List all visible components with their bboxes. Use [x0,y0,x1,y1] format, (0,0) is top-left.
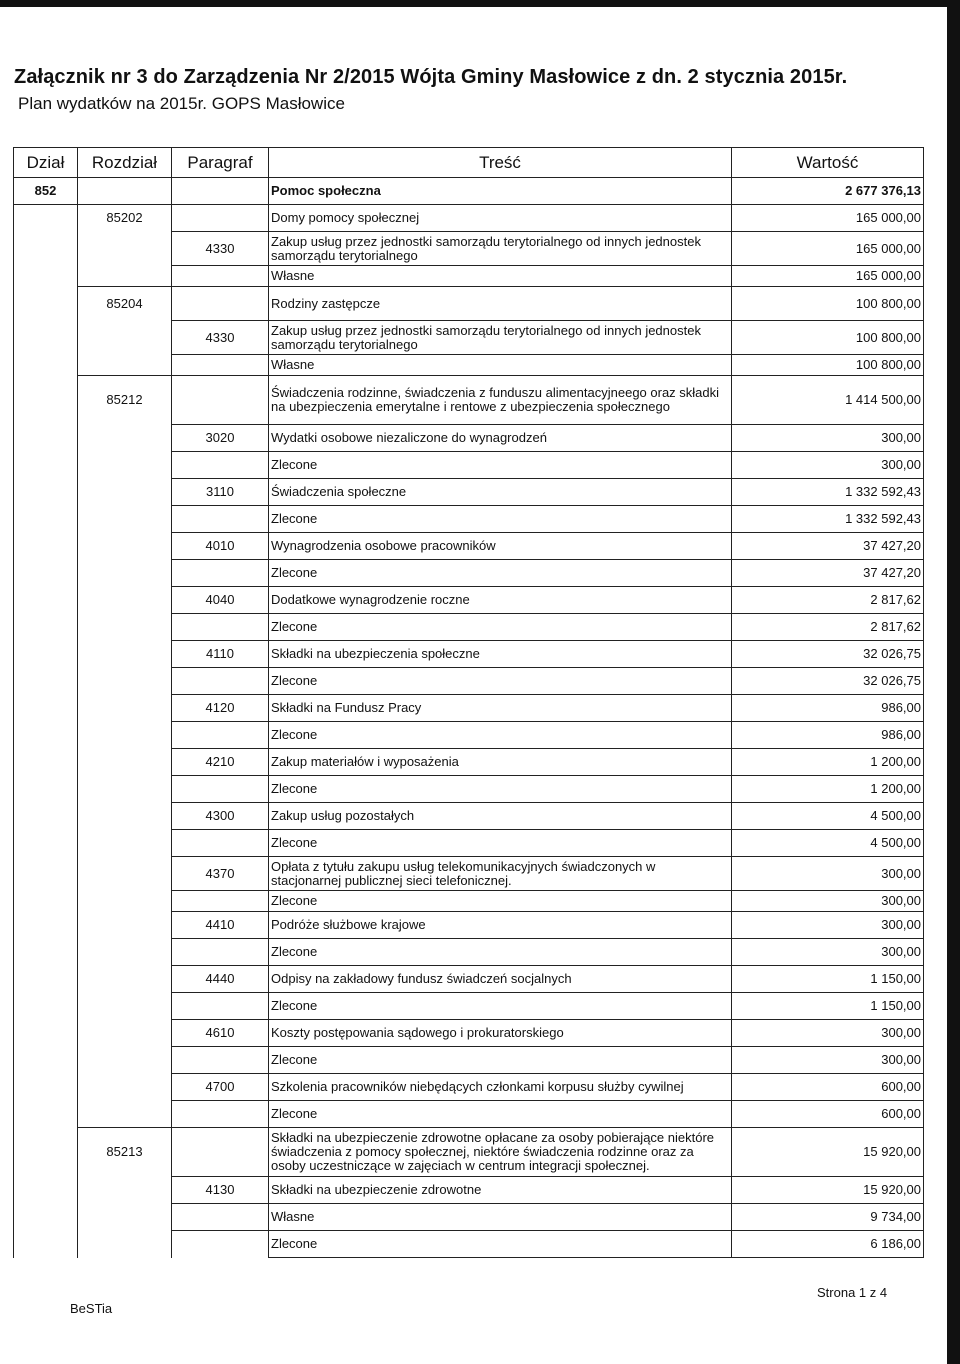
cell-paragraf [172,1204,269,1231]
table-row [14,891,924,912]
cell-dzial [14,939,78,966]
cell-tresc: Składki na Fundusz Pracy [269,695,732,722]
cell-dzial [14,425,78,452]
cell-paragraf: 4040 [172,587,269,614]
table-row [14,749,924,776]
cell-rozdzial [78,641,172,668]
cell-tresc: Zlecone [269,1231,732,1258]
table-row [14,232,924,266]
cell-tresc: Odpisy na zakładowy fundusz świadczeń socjalnych [269,966,732,993]
cell-wartosc: 2 817,62 [732,614,924,641]
cell-dzial [14,1101,78,1128]
cell-dzial [14,376,78,425]
document-title: Załącznik nr 3 do Zarządzenia Nr 2/2015 Wójta Gminy Masłowice z dn. 2 stycznia 2015r. [14,66,848,88]
cell-wartosc: 300,00 [732,425,924,452]
table-row [14,1020,924,1047]
table-row [14,376,924,425]
cell-dzial [14,857,78,891]
cell-rozdzial [78,614,172,641]
column-header-wartosc: Wartość [732,148,924,178]
cell-rozdzial [78,939,172,966]
cell-wartosc: 9 734,00 [732,1204,924,1231]
cell-dzial [14,1128,78,1177]
cell-rozdzial [78,776,172,803]
table-header-row [14,148,924,178]
cell-dzial [14,479,78,506]
cell-wartosc: 4 500,00 [732,803,924,830]
cell-rozdzial [78,587,172,614]
cell-dzial [14,321,78,355]
document-subtitle: Plan wydatków na 2015r. GOPS Masłowice [18,94,345,113]
cell-wartosc: 300,00 [732,1020,924,1047]
cell-rozdzial [78,425,172,452]
cell-paragraf: 4410 [172,912,269,939]
cell-dzial [14,803,78,830]
cell-wartosc: 6 186,00 [732,1231,924,1258]
scan-border-right [947,0,960,1364]
cell-rozdzial [78,1177,172,1204]
cell-paragraf: 3110 [172,479,269,506]
cell-paragraf [172,722,269,749]
cell-dzial [14,1020,78,1047]
cell-tresc: Domy pomocy społecznej [269,205,732,232]
cell-paragraf [172,506,269,533]
cell-dzial [14,749,78,776]
cell-rozdzial [78,1101,172,1128]
cell-tresc: Zlecone [269,560,732,587]
cell-paragraf [172,205,269,232]
cell-paragraf [172,1101,269,1128]
cell-tresc: Wynagrodzenia osobowe pracowników [269,533,732,560]
table-row [14,1177,924,1204]
table-row [14,1074,924,1101]
cell-tresc: Zlecone [269,1047,732,1074]
table-row [14,178,924,205]
cell-dzial [14,668,78,695]
cell-wartosc: 100 800,00 [732,355,924,376]
cell-paragraf [172,178,269,205]
cell-rozdzial: 85213 [78,1128,172,1177]
cell-paragraf: 4010 [172,533,269,560]
cell-dzial [14,560,78,587]
table-row [14,830,924,857]
cell-dzial [14,287,78,321]
cell-dzial [14,912,78,939]
cell-tresc: Świadczenia społeczne [269,479,732,506]
cell-tresc: Zlecone [269,668,732,695]
cell-wartosc: 32 026,75 [732,668,924,695]
cell-dzial [14,1074,78,1101]
cell-dzial: 852 [14,178,78,205]
cell-paragraf: 4110 [172,641,269,668]
cell-rozdzial [78,966,172,993]
table-row [14,803,924,830]
column-header-tresc: Treść [269,148,732,178]
cell-paragraf [172,891,269,912]
cell-tresc: Zlecone [269,830,732,857]
cell-rozdzial [78,993,172,1020]
cell-rozdzial [78,722,172,749]
cell-tresc: Zlecone [269,722,732,749]
cell-tresc: Wydatki osobowe niezaliczone do wynagrodzeń [269,425,732,452]
table-row [14,321,924,355]
cell-dzial [14,891,78,912]
table-row [14,355,924,376]
cell-tresc: Zlecone [269,993,732,1020]
table-row [14,966,924,993]
cell-rozdzial [78,232,172,266]
cell-tresc: Zakup usług przez jednostki samorządu terytorialnego od innych jednostek samorządu terytorialnego [269,321,732,355]
cell-dzial [14,993,78,1020]
cell-rozdzial [78,178,172,205]
cell-paragraf [172,614,269,641]
cell-wartosc: 300,00 [732,452,924,479]
cell-tresc: Zakup materiałów i wyposażenia [269,749,732,776]
cell-dzial [14,641,78,668]
cell-rozdzial [78,355,172,376]
cell-rozdzial [78,695,172,722]
cell-paragraf [172,266,269,287]
cell-wartosc: 165 000,00 [732,205,924,232]
cell-tresc: Zlecone [269,1101,732,1128]
cell-dzial [14,966,78,993]
cell-wartosc: 100 800,00 [732,287,924,321]
cell-tresc: Podróże służbowe krajowe [269,912,732,939]
table-row [14,614,924,641]
cell-dzial [14,205,78,232]
cell-tresc: Własne [269,266,732,287]
table-row [14,287,924,321]
cell-paragraf: 4120 [172,695,269,722]
cell-rozdzial [78,857,172,891]
cell-paragraf: 4610 [172,1020,269,1047]
cell-wartosc: 1 150,00 [732,966,924,993]
cell-rozdzial [78,749,172,776]
cell-wartosc: 1 200,00 [732,749,924,776]
footer-software-label: BeSTia [70,1301,113,1316]
cell-wartosc: 1 150,00 [732,993,924,1020]
cell-paragraf [172,776,269,803]
cell-dzial [14,1047,78,1074]
cell-dzial [14,452,78,479]
cell-wartosc: 300,00 [732,939,924,966]
cell-dzial [14,830,78,857]
table-row [14,1047,924,1074]
table-row [14,776,924,803]
cell-tresc: Własne [269,355,732,376]
cell-tresc: Opłata z tytułu zakupu usług telekomunikacyjnych świadczonych w stacjonarnej publicznej sieci telefonicznej. [269,857,732,891]
cell-wartosc: 100 800,00 [732,321,924,355]
cell-paragraf [172,668,269,695]
cell-tresc: Koszty postępowania sądowego i prokuratorskiego [269,1020,732,1047]
cell-wartosc: 600,00 [732,1101,924,1128]
cell-paragraf [172,287,269,321]
cell-dzial [14,355,78,376]
cell-rozdzial [78,506,172,533]
cell-wartosc: 32 026,75 [732,641,924,668]
cell-paragraf: 4210 [172,749,269,776]
table-row [14,1204,924,1231]
cell-dzial [14,1231,78,1258]
cell-wartosc: 1 332 592,43 [732,479,924,506]
cell-rozdzial [78,891,172,912]
cell-rozdzial [78,533,172,560]
cell-rozdzial [78,452,172,479]
cell-rozdzial [78,266,172,287]
cell-tresc: Świadczenia rodzinne, świadczenia z funduszu alimentacyjneego oraz składki na ubezpieczenia emerytalne i rentowe z ubezpieczenia społecznego [269,376,732,425]
cell-paragraf [172,1128,269,1177]
cell-rozdzial [78,1047,172,1074]
cell-tresc: Zlecone [269,452,732,479]
cell-wartosc: 37 427,20 [732,560,924,587]
table-row [14,506,924,533]
cell-rozdzial: 85212 [78,376,172,425]
cell-wartosc: 300,00 [732,912,924,939]
cell-tresc: Zakup usług przez jednostki samorządu terytorialnego od innych jednostek samorządu terytorialnego [269,232,732,266]
cell-tresc: Składki na ubezpieczenia społeczne [269,641,732,668]
cell-paragraf [172,1231,269,1258]
cell-paragraf [172,355,269,376]
cell-paragraf [172,1047,269,1074]
table-row [14,939,924,966]
cell-rozdzial [78,1231,172,1258]
cell-rozdzial [78,1020,172,1047]
table-row [14,452,924,479]
cell-rozdzial [78,321,172,355]
cell-rozdzial [78,803,172,830]
cell-tresc: Zlecone [269,506,732,533]
cell-wartosc: 165 000,00 [732,232,924,266]
column-header-paragraf: Paragraf [172,148,269,178]
table-row [14,1231,924,1258]
cell-tresc: Szkolenia pracowników niebędących członkami korpusu służby cywilnej [269,1074,732,1101]
cell-dzial [14,614,78,641]
cell-paragraf: 4700 [172,1074,269,1101]
cell-dzial [14,1177,78,1204]
cell-paragraf [172,376,269,425]
cell-wartosc: 600,00 [732,1074,924,1101]
cell-wartosc: 2 677 376,13 [732,178,924,205]
cell-paragraf: 4300 [172,803,269,830]
cell-wartosc: 300,00 [732,891,924,912]
cell-tresc: Składki na ubezpieczenie zdrowotne [269,1177,732,1204]
cell-tresc: Pomoc społeczna [269,178,732,205]
table-body [14,178,924,1258]
table-row [14,695,924,722]
cell-dzial [14,232,78,266]
cell-tresc: Zlecone [269,614,732,641]
table-row [14,722,924,749]
table-row [14,1101,924,1128]
footer-page-number: Strona 1 z 4 [817,1285,888,1300]
cell-wartosc: 1 414 500,00 [732,376,924,425]
cell-tresc: Zakup usług pozostałych [269,803,732,830]
cell-wartosc: 986,00 [732,695,924,722]
table-row [14,205,924,232]
cell-wartosc: 1 332 592,43 [732,506,924,533]
table-row [14,668,924,695]
column-header-rozdzial: Rozdział [78,148,172,178]
cell-wartosc: 15 920,00 [732,1128,924,1177]
cell-paragraf: 4330 [172,232,269,266]
cell-dzial [14,506,78,533]
table-row [14,533,924,560]
cell-rozdzial: 85202 [78,205,172,232]
table-row [14,993,924,1020]
cell-paragraf [172,993,269,1020]
cell-wartosc: 15 920,00 [732,1177,924,1204]
table-row [14,641,924,668]
cell-tresc: Zlecone [269,939,732,966]
cell-paragraf [172,939,269,966]
cell-dzial [14,266,78,287]
table-row [14,479,924,506]
cell-wartosc: 37 427,20 [732,533,924,560]
cell-rozdzial [78,830,172,857]
cell-wartosc: 165 000,00 [732,266,924,287]
cell-tresc: Dodatkowe wynagrodzenie roczne [269,587,732,614]
cell-dzial [14,1204,78,1231]
table-row [14,587,924,614]
cell-paragraf [172,452,269,479]
cell-wartosc: 4 500,00 [732,830,924,857]
cell-rozdzial [78,560,172,587]
cell-rozdzial [78,479,172,506]
cell-wartosc: 300,00 [732,857,924,891]
table-row [14,857,924,891]
cell-paragraf: 4440 [172,966,269,993]
table-row [14,266,924,287]
cell-wartosc: 986,00 [732,722,924,749]
cell-dzial [14,722,78,749]
cell-paragraf: 4130 [172,1177,269,1204]
cell-dzial [14,776,78,803]
table-row [14,912,924,939]
cell-tresc: Składki na ubezpieczenie zdrowotne opłacane za osoby pobierające niektóre świadczenia z pomocy społecznej, niektóre świadczenia rodzinne oraz za osoby uczestniczące w zajęciach w centrum integracji społecznej. [269,1128,732,1177]
cell-wartosc: 1 200,00 [732,776,924,803]
cell-paragraf [172,560,269,587]
cell-tresc: Zlecone [269,776,732,803]
scan-border-top [0,0,960,7]
cell-dzial [14,587,78,614]
cell-rozdzial [78,1074,172,1101]
column-header-dzial: Dział [14,148,78,178]
cell-dzial [14,533,78,560]
cell-paragraf: 4370 [172,857,269,891]
cell-dzial [14,695,78,722]
cell-tresc: Rodziny zastępcze [269,287,732,321]
cell-rozdzial [78,668,172,695]
expense-table [13,147,923,1258]
table-row [14,425,924,452]
table-row [14,560,924,587]
cell-paragraf [172,830,269,857]
table-row [14,1128,924,1177]
cell-wartosc: 2 817,62 [732,587,924,614]
cell-rozdzial [78,912,172,939]
cell-tresc: Zlecone [269,891,732,912]
cell-tresc: Własne [269,1204,732,1231]
cell-paragraf: 4330 [172,321,269,355]
cell-rozdzial: 85204 [78,287,172,321]
cell-paragraf: 3020 [172,425,269,452]
cell-rozdzial [78,1204,172,1231]
cell-wartosc: 300,00 [732,1047,924,1074]
